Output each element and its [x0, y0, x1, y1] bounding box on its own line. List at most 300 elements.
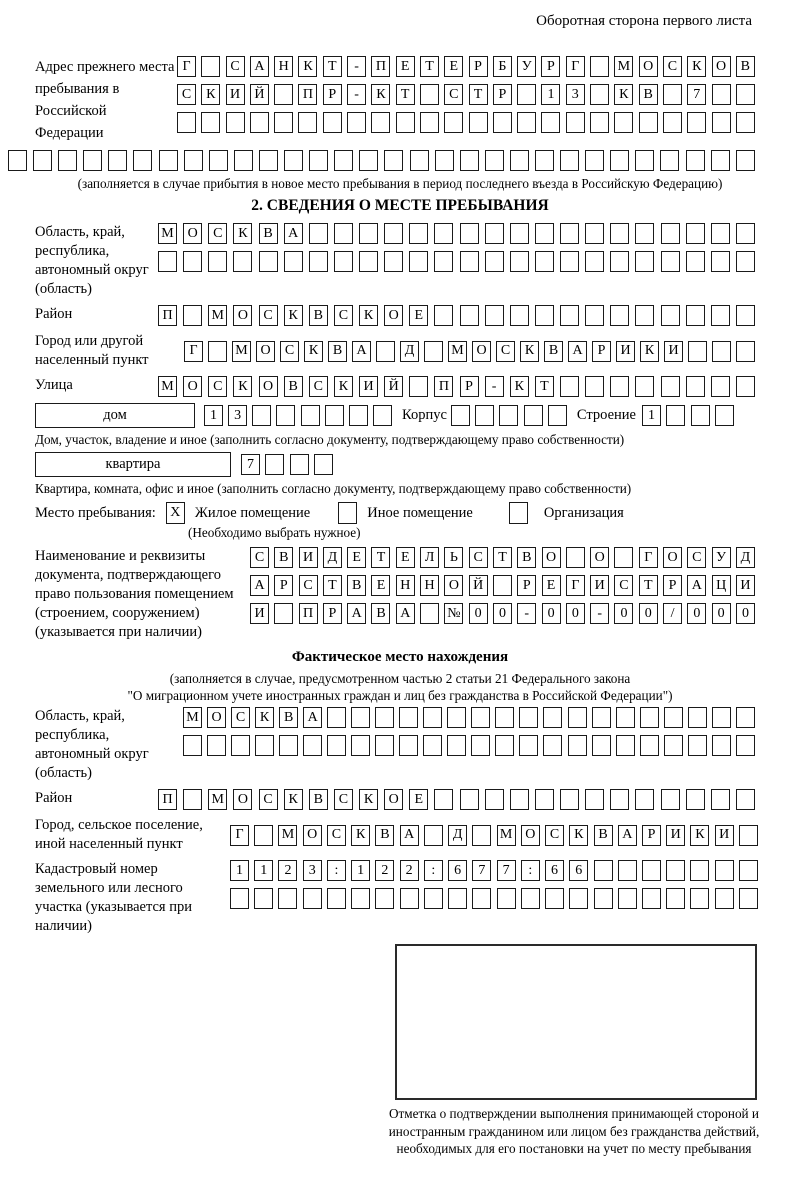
form-cell[interactable]: С — [299, 575, 318, 596]
form-cell[interactable]: К — [233, 376, 252, 397]
form-cell[interactable] — [560, 376, 579, 397]
form-cell[interactable]: А — [396, 603, 415, 624]
form-cell[interactable] — [736, 150, 755, 171]
form-cell[interactable]: К — [284, 305, 303, 326]
form-cell[interactable]: 0 — [614, 603, 633, 624]
form-cell[interactable]: О — [663, 547, 682, 568]
checkbox-zhiloe[interactable]: X — [166, 502, 185, 524]
form-cell[interactable] — [736, 112, 755, 133]
form-cell[interactable]: С — [231, 707, 250, 728]
form-cell[interactable] — [610, 305, 629, 326]
form-cell[interactable]: Т — [639, 575, 658, 596]
form-cell[interactable]: Г — [566, 56, 585, 77]
form-cell[interactable]: О — [183, 376, 202, 397]
form-cell[interactable] — [585, 376, 604, 397]
form-cell[interactable] — [517, 84, 536, 105]
form-cell[interactable]: 1 — [642, 405, 661, 426]
form-cell[interactable]: О — [521, 825, 540, 846]
form-cell[interactable]: Ь — [444, 547, 463, 568]
form-cell[interactable] — [420, 603, 439, 624]
form-cell[interactable] — [349, 405, 368, 426]
form-cell[interactable]: А — [618, 825, 637, 846]
form-cell[interactable] — [424, 341, 443, 362]
form-cell[interactable] — [711, 789, 730, 810]
form-cell[interactable] — [301, 405, 320, 426]
form-cell[interactable]: 7 — [472, 860, 491, 881]
form-cell[interactable] — [687, 112, 706, 133]
form-cell[interactable]: 0 — [469, 603, 488, 624]
form-cell[interactable]: М — [208, 789, 227, 810]
form-cell[interactable] — [399, 707, 418, 728]
form-cell[interactable] — [569, 888, 588, 909]
form-cell[interactable]: 1 — [351, 860, 370, 881]
form-cell[interactable] — [535, 150, 554, 171]
form-cell[interactable]: К — [520, 341, 539, 362]
form-cell[interactable] — [472, 888, 491, 909]
form-cell[interactable] — [594, 888, 613, 909]
form-cell[interactable]: К — [614, 84, 633, 105]
form-cell[interactable] — [444, 112, 463, 133]
form-cell[interactable] — [376, 341, 395, 362]
form-cell[interactable]: Б — [493, 56, 512, 77]
form-cell[interactable]: С — [226, 56, 245, 77]
form-cell[interactable] — [736, 376, 755, 397]
form-cell[interactable]: Г — [230, 825, 249, 846]
form-cell[interactable]: Р — [663, 575, 682, 596]
form-cell[interactable]: У — [712, 547, 731, 568]
form-cell[interactable]: М — [158, 376, 177, 397]
form-cell[interactable]: О — [259, 376, 278, 397]
form-cell[interactable] — [434, 223, 453, 244]
form-cell[interactable]: К — [201, 84, 220, 105]
form-cell[interactable]: М — [208, 305, 227, 326]
form-cell[interactable] — [460, 789, 479, 810]
form-cell[interactable] — [334, 251, 353, 272]
form-cell[interactable] — [359, 223, 378, 244]
form-cell[interactable]: 0 — [542, 603, 561, 624]
form-cell[interactable]: 0 — [736, 603, 755, 624]
form-cell[interactable] — [585, 150, 604, 171]
form-cell[interactable] — [736, 84, 755, 105]
form-cell[interactable]: Р — [592, 341, 611, 362]
form-cell[interactable] — [158, 251, 177, 272]
form-cell[interactable] — [234, 150, 253, 171]
form-cell[interactable]: В — [594, 825, 613, 846]
form-cell[interactable]: К — [233, 223, 252, 244]
form-cell[interactable] — [736, 341, 755, 362]
form-cell[interactable]: К — [371, 84, 390, 105]
form-cell[interactable]: С — [496, 341, 515, 362]
form-cell[interactable] — [686, 376, 705, 397]
form-cell[interactable]: П — [298, 84, 317, 105]
form-cell[interactable]: С — [280, 341, 299, 362]
form-cell[interactable] — [499, 405, 518, 426]
form-cell[interactable] — [274, 112, 293, 133]
form-cell[interactable] — [519, 707, 538, 728]
form-cell[interactable] — [471, 707, 490, 728]
form-cell[interactable] — [736, 223, 755, 244]
form-cell[interactable] — [566, 112, 585, 133]
form-cell[interactable]: О — [590, 547, 609, 568]
form-cell[interactable]: С — [334, 789, 353, 810]
form-cell[interactable] — [635, 150, 654, 171]
form-cell[interactable] — [410, 150, 429, 171]
form-cell[interactable]: С — [469, 547, 488, 568]
form-cell[interactable] — [545, 888, 564, 909]
form-cell[interactable]: 3 — [228, 405, 247, 426]
form-cell[interactable]: Й — [250, 84, 269, 105]
form-cell[interactable] — [460, 150, 479, 171]
form-cell[interactable]: С — [614, 575, 633, 596]
form-cell[interactable]: К — [640, 341, 659, 362]
form-cell[interactable] — [375, 707, 394, 728]
form-cell[interactable] — [712, 84, 731, 105]
form-cell[interactable] — [226, 112, 245, 133]
form-cell[interactable]: 0 — [639, 603, 658, 624]
form-cell[interactable]: 3 — [303, 860, 322, 881]
form-cell[interactable] — [590, 84, 609, 105]
form-cell[interactable] — [423, 735, 442, 756]
form-cell[interactable] — [521, 888, 540, 909]
form-cell[interactable]: И — [736, 575, 755, 596]
form-cell[interactable] — [469, 112, 488, 133]
form-cell[interactable] — [314, 454, 333, 475]
form-cell[interactable] — [298, 112, 317, 133]
form-cell[interactable]: О — [303, 825, 322, 846]
form-cell[interactable] — [323, 112, 342, 133]
form-cell[interactable]: К — [351, 825, 370, 846]
form-cell[interactable]: В — [347, 575, 366, 596]
form-cell[interactable] — [618, 888, 637, 909]
form-cell[interactable] — [184, 150, 203, 171]
form-cell[interactable] — [351, 735, 370, 756]
form-cell[interactable] — [334, 223, 353, 244]
form-cell[interactable]: И — [715, 825, 734, 846]
form-cell[interactable]: А — [303, 707, 322, 728]
form-cell[interactable] — [384, 223, 403, 244]
form-cell[interactable] — [274, 603, 293, 624]
form-cell[interactable] — [471, 735, 490, 756]
form-cell[interactable] — [460, 305, 479, 326]
form-cell[interactable]: В — [517, 547, 536, 568]
form-cell[interactable] — [610, 251, 629, 272]
form-cell[interactable] — [686, 223, 705, 244]
form-cell[interactable] — [711, 223, 730, 244]
form-cell[interactable] — [33, 150, 52, 171]
form-cell[interactable]: 2 — [400, 860, 419, 881]
form-cell[interactable]: О — [712, 56, 731, 77]
form-cell[interactable] — [691, 405, 710, 426]
form-cell[interactable] — [485, 223, 504, 244]
form-cell[interactable] — [207, 735, 226, 756]
form-cell[interactable]: В — [375, 825, 394, 846]
form-cell[interactable] — [375, 735, 394, 756]
form-cell[interactable]: 7 — [687, 84, 706, 105]
form-cell[interactable] — [434, 305, 453, 326]
form-cell[interactable]: М — [497, 825, 516, 846]
form-cell[interactable]: Й — [384, 376, 403, 397]
form-cell[interactable] — [711, 150, 730, 171]
form-cell[interactable] — [384, 251, 403, 272]
form-cell[interactable]: М — [278, 825, 297, 846]
form-cell[interactable]: - — [347, 56, 366, 77]
form-cell[interactable]: № — [444, 603, 463, 624]
form-cell[interactable] — [661, 223, 680, 244]
form-cell[interactable]: Д — [736, 547, 755, 568]
form-cell[interactable]: О — [384, 789, 403, 810]
form-cell[interactable]: К — [359, 305, 378, 326]
form-cell[interactable] — [8, 150, 27, 171]
form-cell[interactable] — [259, 251, 278, 272]
form-cell[interactable] — [472, 825, 491, 846]
form-cell[interactable] — [399, 735, 418, 756]
form-cell[interactable] — [560, 305, 579, 326]
form-cell[interactable] — [535, 789, 554, 810]
form-cell[interactable]: И — [666, 825, 685, 846]
form-cell[interactable]: В — [309, 789, 328, 810]
form-cell[interactable]: Т — [323, 575, 342, 596]
form-cell[interactable]: С — [259, 305, 278, 326]
form-cell[interactable] — [347, 112, 366, 133]
form-cell[interactable] — [108, 150, 127, 171]
form-cell[interactable]: О — [444, 575, 463, 596]
form-cell[interactable] — [610, 150, 629, 171]
form-cell[interactable] — [585, 305, 604, 326]
form-cell[interactable] — [585, 223, 604, 244]
form-cell[interactable]: Р — [323, 84, 342, 105]
form-cell[interactable] — [663, 84, 682, 105]
form-cell[interactable] — [618, 860, 637, 881]
form-cell[interactable] — [495, 707, 514, 728]
form-cell[interactable] — [535, 251, 554, 272]
form-cell[interactable] — [254, 888, 273, 909]
form-cell[interactable] — [493, 575, 512, 596]
form-cell[interactable] — [183, 305, 202, 326]
form-cell[interactable]: И — [590, 575, 609, 596]
form-cell[interactable] — [485, 251, 504, 272]
form-cell[interactable]: С — [208, 376, 227, 397]
form-cell[interactable]: В — [274, 547, 293, 568]
form-cell[interactable]: П — [158, 305, 177, 326]
form-cell[interactable]: Т — [535, 376, 554, 397]
form-cell[interactable] — [543, 735, 562, 756]
form-cell[interactable]: 6 — [545, 860, 564, 881]
form-cell[interactable] — [359, 150, 378, 171]
form-cell[interactable]: К — [255, 707, 274, 728]
form-cell[interactable] — [560, 789, 579, 810]
form-cell[interactable]: : — [424, 860, 443, 881]
form-cell[interactable]: Е — [396, 547, 415, 568]
form-cell[interactable]: П — [158, 789, 177, 810]
form-cell[interactable] — [325, 405, 344, 426]
form-cell[interactable] — [736, 735, 755, 756]
form-cell[interactable] — [58, 150, 77, 171]
form-cell[interactable] — [274, 84, 293, 105]
form-cell[interactable] — [560, 251, 579, 272]
form-cell[interactable] — [371, 112, 390, 133]
form-cell[interactable] — [497, 888, 516, 909]
form-cell[interactable] — [485, 150, 504, 171]
form-cell[interactable] — [642, 888, 661, 909]
form-cell[interactable] — [585, 251, 604, 272]
form-cell[interactable] — [712, 341, 731, 362]
form-cell[interactable] — [133, 150, 152, 171]
form-cell[interactable] — [666, 888, 685, 909]
form-cell[interactable] — [276, 405, 295, 426]
form-cell[interactable]: К — [510, 376, 529, 397]
form-cell[interactable]: Е — [396, 56, 415, 77]
form-cell[interactable] — [739, 825, 758, 846]
form-cell[interactable]: - — [590, 603, 609, 624]
form-cell[interactable]: Т — [323, 56, 342, 77]
form-cell[interactable]: 2 — [375, 860, 394, 881]
form-cell[interactable]: Г — [177, 56, 196, 77]
form-cell[interactable] — [590, 56, 609, 77]
form-cell[interactable] — [711, 305, 730, 326]
form-cell[interactable] — [690, 860, 709, 881]
form-cell[interactable]: Е — [409, 305, 428, 326]
form-cell[interactable] — [715, 860, 734, 881]
form-cell[interactable] — [524, 405, 543, 426]
form-cell[interactable]: О — [233, 305, 252, 326]
form-cell[interactable] — [543, 707, 562, 728]
form-cell[interactable] — [231, 735, 250, 756]
form-cell[interactable]: Р — [460, 376, 479, 397]
form-cell[interactable] — [396, 112, 415, 133]
form-cell[interactable] — [535, 305, 554, 326]
form-cell[interactable] — [259, 150, 278, 171]
form-cell[interactable]: П — [371, 56, 390, 77]
form-cell[interactable] — [686, 305, 705, 326]
form-cell[interactable]: В — [544, 341, 563, 362]
form-cell[interactable] — [485, 789, 504, 810]
form-cell[interactable] — [739, 888, 758, 909]
form-cell[interactable]: К — [687, 56, 706, 77]
form-cell[interactable] — [435, 150, 454, 171]
checkbox-organizatsiya[interactable] — [509, 502, 528, 524]
form-cell[interactable]: В — [309, 305, 328, 326]
form-cell[interactable] — [183, 735, 202, 756]
form-cell[interactable]: 1 — [204, 405, 223, 426]
form-cell[interactable]: М — [614, 56, 633, 77]
form-cell[interactable]: Л — [420, 547, 439, 568]
form-cell[interactable]: А — [250, 56, 269, 77]
form-cell[interactable]: К — [284, 789, 303, 810]
form-cell[interactable]: 7 — [497, 860, 516, 881]
form-cell[interactable] — [663, 112, 682, 133]
form-cell[interactable]: Е — [347, 547, 366, 568]
form-cell[interactable] — [208, 251, 227, 272]
form-cell[interactable]: Н — [274, 56, 293, 77]
form-cell[interactable]: М — [448, 341, 467, 362]
checkbox-inoe[interactable] — [338, 502, 357, 524]
form-cell[interactable] — [423, 707, 442, 728]
form-cell[interactable] — [327, 707, 346, 728]
form-cell[interactable] — [290, 454, 309, 475]
form-cell[interactable]: Т — [396, 84, 415, 105]
form-cell[interactable]: Е — [409, 789, 428, 810]
form-cell[interactable]: Д — [400, 341, 419, 362]
form-cell[interactable]: К — [334, 376, 353, 397]
form-cell[interactable] — [715, 405, 734, 426]
form-cell[interactable]: Г — [639, 547, 658, 568]
form-cell[interactable] — [690, 888, 709, 909]
form-cell[interactable]: С — [250, 547, 269, 568]
form-cell[interactable]: В — [284, 376, 303, 397]
form-cell[interactable] — [712, 735, 731, 756]
form-cell[interactable] — [255, 735, 274, 756]
form-cell[interactable]: В — [736, 56, 755, 77]
form-cell[interactable] — [254, 825, 273, 846]
form-cell[interactable] — [535, 223, 554, 244]
form-cell[interactable] — [642, 860, 661, 881]
form-cell[interactable] — [230, 888, 249, 909]
form-cell[interactable] — [303, 888, 322, 909]
form-cell[interactable] — [183, 251, 202, 272]
form-cell[interactable]: А — [687, 575, 706, 596]
form-cell[interactable] — [560, 223, 579, 244]
form-cell[interactable] — [688, 341, 707, 362]
form-cell[interactable]: К — [690, 825, 709, 846]
form-cell[interactable] — [548, 405, 567, 426]
form-cell[interactable] — [686, 251, 705, 272]
form-cell[interactable]: Р — [274, 575, 293, 596]
form-cell[interactable] — [420, 112, 439, 133]
form-cell[interactable]: К — [304, 341, 323, 362]
form-cell[interactable] — [614, 112, 633, 133]
form-cell[interactable] — [666, 405, 685, 426]
form-cell[interactable]: О — [256, 341, 275, 362]
form-cell[interactable] — [252, 405, 271, 426]
form-cell[interactable]: Д — [323, 547, 342, 568]
form-cell[interactable]: А — [250, 575, 269, 596]
form-cell[interactable] — [284, 150, 303, 171]
form-cell[interactable] — [279, 735, 298, 756]
form-cell[interactable] — [510, 305, 529, 326]
form-cell[interactable]: - — [485, 376, 504, 397]
form-cell[interactable]: 6 — [448, 860, 467, 881]
form-cell[interactable]: - — [517, 603, 536, 624]
form-cell[interactable]: Г — [184, 341, 203, 362]
form-cell[interactable] — [460, 251, 479, 272]
form-cell[interactable]: Й — [469, 575, 488, 596]
form-cell[interactable]: В — [639, 84, 658, 105]
form-cell[interactable]: 0 — [493, 603, 512, 624]
form-cell[interactable]: И — [299, 547, 318, 568]
form-cell[interactable]: И — [616, 341, 635, 362]
form-cell[interactable] — [309, 251, 328, 272]
form-cell[interactable]: С — [177, 84, 196, 105]
form-cell[interactable]: М — [232, 341, 251, 362]
form-cell[interactable]: Р — [493, 84, 512, 105]
form-cell[interactable]: С — [327, 825, 346, 846]
form-cell[interactable]: В — [279, 707, 298, 728]
form-cell[interactable]: К — [298, 56, 317, 77]
form-cell[interactable]: Т — [469, 84, 488, 105]
form-cell[interactable] — [635, 251, 654, 272]
form-cell[interactable] — [715, 888, 734, 909]
form-cell[interactable] — [424, 888, 443, 909]
form-cell[interactable] — [610, 789, 629, 810]
form-cell[interactable] — [420, 84, 439, 105]
form-cell[interactable]: С — [309, 376, 328, 397]
form-cell[interactable] — [493, 112, 512, 133]
form-cell[interactable]: 6 — [569, 860, 588, 881]
form-cell[interactable] — [375, 888, 394, 909]
form-cell[interactable]: С — [208, 223, 227, 244]
form-cell[interactable] — [400, 888, 419, 909]
form-cell[interactable]: А — [284, 223, 303, 244]
